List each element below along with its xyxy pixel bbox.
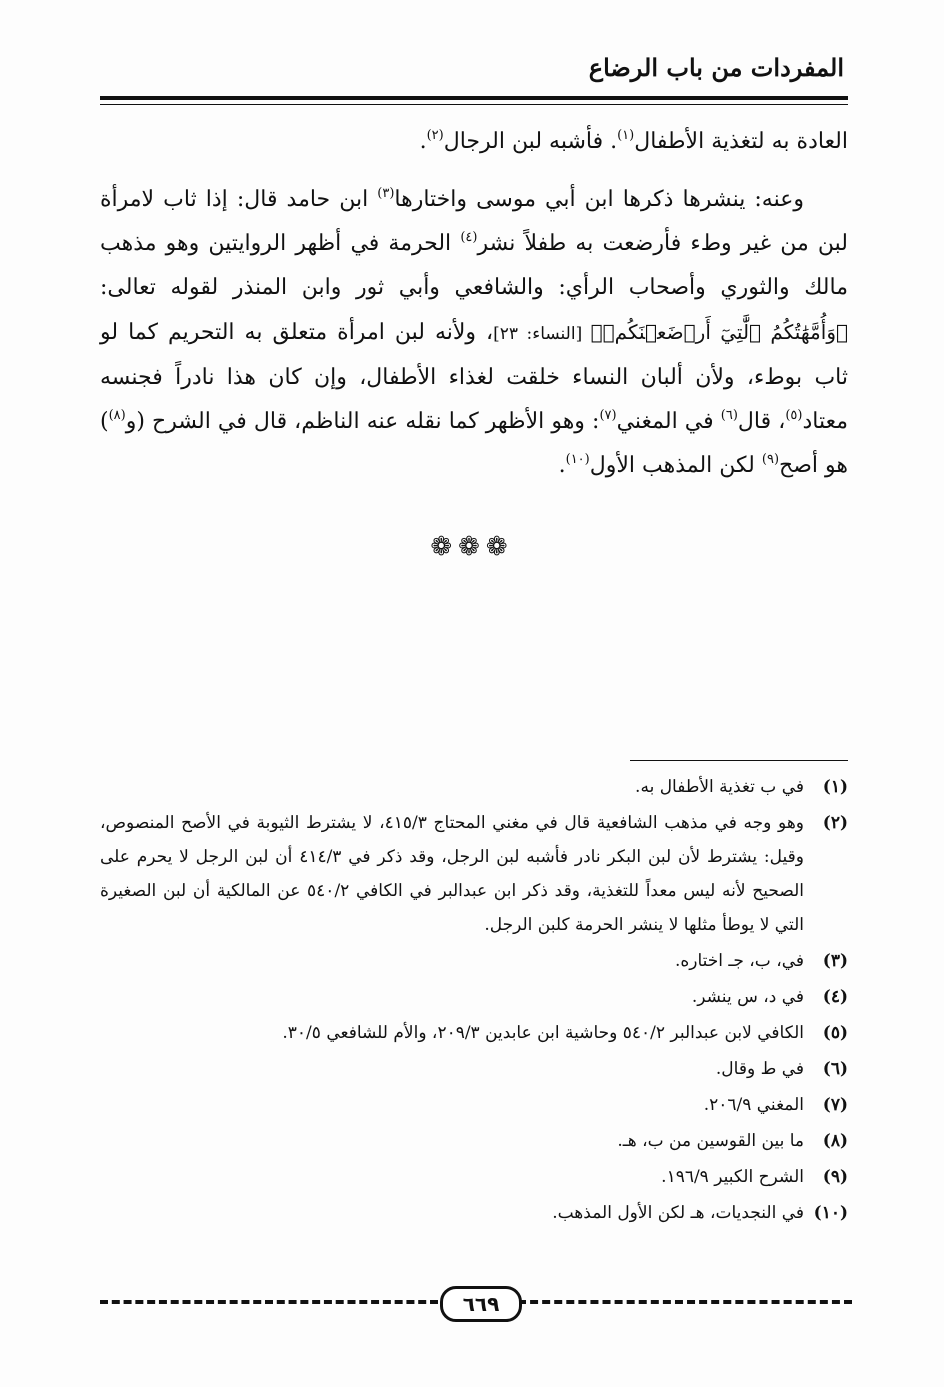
running-header-title: المفردات من باب الرضاع (588, 53, 844, 82)
footnote-text: في ب تغذية الأطفال به. (635, 777, 804, 797)
footnote-item (100, 1052, 848, 1086)
footnote-item (100, 1088, 848, 1122)
footnote-ref-5[interactable]: (٥) (785, 408, 803, 423)
footnote-item (100, 1124, 848, 1158)
footnote-number: (٩) (822, 1167, 848, 1187)
footnote-text: في، ب، جـ اختاره. (674, 951, 804, 971)
text-run: ) هو أصح (100, 409, 848, 478)
footnote-text: الكافي لابن عبدالبر ٥٤٠/٢ وحاشية ابن عابدين ٢٠٩/٣، والأم للشافعي ٣٠/٥. (282, 1023, 804, 1043)
footnote-item (100, 806, 848, 942)
footnote-number: (٧) (822, 1095, 848, 1115)
header-rule-thin (100, 104, 848, 105)
footnote-number: (٨) (822, 1131, 848, 1151)
footnote-text: وهو وجه في مذهب الشافعية قال في مغني المحتاج ٤١٥/٣، لا يشترط الثيوبة في الأصح المنصوص، وقيل: يشترط لأن لبن البكر نادر فأشبه لبن الرجل، وقد ذكر في ٤١٤/٣ أن لبن الرجل لا يحرم على الصحيح لأنه ليس معداً للتغذية، وقد ذكر ابن عبدالبر في الكافي ٥٤٠/٢ عن المالكية أن لبن الصغيرة التي لا يوطأ مثلها لا ينشر الحرمة كلبن الرجل. (100, 813, 805, 935)
quran-verse: ﴿وَأُمَّهَٰتُكُمُ ٱلَّٰتِيٓ أَرۡضَعۡنَكُمۡ﴾ (590, 320, 848, 344)
text-run: . (558, 453, 566, 478)
footnote-number: (٦) (822, 1059, 848, 1079)
text-run: الحرمة في أظهر الروايتين وهو مذهب مالك والثوري وأصحاب الرأي: والشافعي وأبي ثور وابن المنذر لقوله تعالى: (100, 231, 848, 300)
footnote-text: الشرح الكبير ١٩٦/٩. (661, 1167, 804, 1187)
footnote-number: (٥) (822, 1023, 848, 1043)
footnote-ref-6[interactable]: (٦) (720, 408, 738, 423)
footnote-ref-1[interactable]: (١) (617, 128, 635, 143)
footnote-text: في د، س ينشر. (691, 987, 804, 1007)
footnote-text: في ط وقال. (715, 1059, 804, 1079)
footnote-ref-7[interactable]: (٧) (599, 408, 617, 423)
section-separator-ornament: ❁❁❁ (430, 532, 514, 562)
main-text (100, 120, 848, 488)
text-run: في المغني (616, 409, 721, 434)
footnote-ref-4[interactable]: (٤) (460, 230, 478, 245)
verse-citation: [النساء: ٢٣] (493, 324, 591, 344)
footnote-ref-3[interactable]: (٣) (377, 186, 395, 201)
footnote-number: (٤) (822, 987, 848, 1007)
paragraph-1 (100, 120, 848, 164)
text-run: : وهو الأظهر كما نقله عنه الناظم، قال في الشرح (و (125, 409, 600, 434)
footnote-item (100, 1160, 848, 1194)
text-run: . فأشبه لبن الرجال (443, 129, 618, 154)
text-run: لكن المذهب الأول (589, 453, 762, 478)
page-number-badge: ٦٦٩ (440, 1286, 522, 1322)
footnote-ref-2[interactable]: (٢) (426, 128, 444, 143)
text-run: وعنه: ينشرها ذكرها ابن أبي موسى واختارها (394, 187, 804, 212)
footnote-number: (٣) (822, 951, 848, 971)
footnote-separator-rule (630, 760, 848, 761)
text-run: ابن حامد قال: إذا ثاب لامرأة لبن من غير وطء فأرضعت به طفلاً نشر (100, 187, 849, 256)
footnote-item (100, 980, 848, 1014)
footnote-number: (٢) (822, 813, 848, 833)
footnote-item (100, 944, 848, 978)
header-rule-thick (100, 96, 848, 100)
text-run: . (419, 129, 427, 154)
footnote-item (100, 1196, 848, 1230)
footer-dashed-rule-left (100, 1300, 438, 1304)
text-run: العادة به لتغذية الأطفال (634, 129, 848, 154)
footnote-item (100, 1016, 848, 1050)
text-run: ، قال (737, 409, 786, 434)
footnote-text: المغني ٢٠٦/٩. (703, 1095, 804, 1115)
footnote-number: (١) (822, 777, 848, 797)
footnote-ref-10[interactable]: (١٠) (565, 452, 590, 467)
footnotes-list (100, 770, 848, 1232)
footnote-ref-9[interactable]: (٩) (761, 452, 780, 467)
footnote-number: (١٠) (813, 1203, 848, 1223)
footnote-text: في النجديات، هـ لكن الأول المذهب. (552, 1203, 804, 1223)
footnote-text: ما بين القوسين من ب، هـ. (617, 1131, 804, 1151)
footnote-item (100, 770, 848, 804)
text-run: ، ولأنه لبن امرأة متعلق به التحريم كما لو ثاب بوطء، ولأن ألبان النساء خلقت لغذاء الأطفال، وإن كان هذا نادراً فجنسه معتاد (100, 320, 848, 434)
paragraph-2 (100, 178, 848, 488)
footer-dashed-rule-right (518, 1300, 852, 1304)
footnote-ref-8[interactable]: (٨) (108, 408, 126, 423)
